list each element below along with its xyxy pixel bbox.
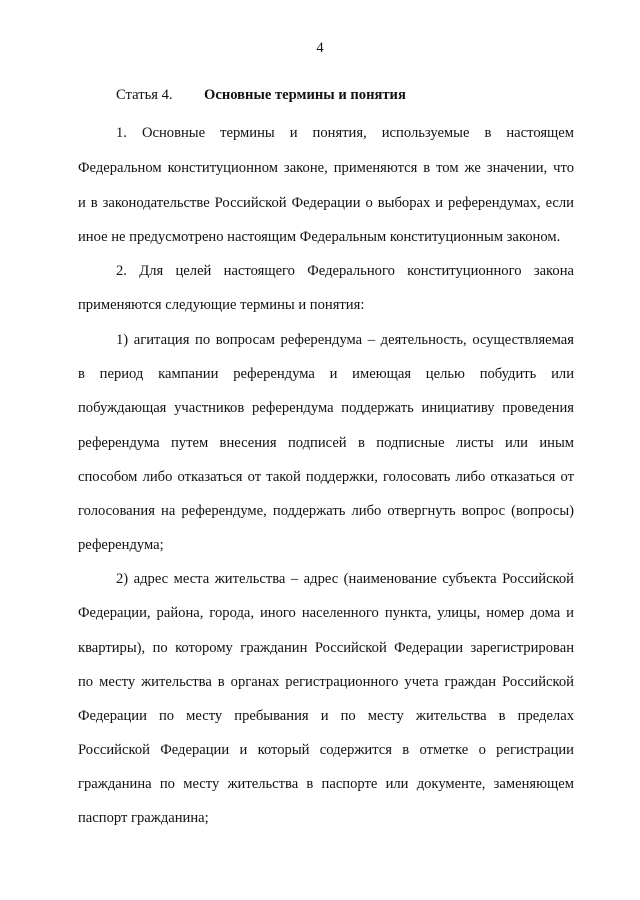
page-number: 4 <box>316 40 324 56</box>
text-line: референдума путем внесения подписей в подписные листы или иным <box>78 435 574 451</box>
text-line: квартиры), по которому гражданин Российской Федерации зарегистрирован <box>78 640 574 656</box>
article-label: Статья 4. <box>116 87 173 103</box>
text-line: 2) адрес места жительства – адрес (наименование субъекта Российской <box>116 571 574 587</box>
article-title: Основные термины и понятия <box>204 87 406 103</box>
text-line: способом либо отказаться от такой поддержки, голосовать либо отказаться от <box>78 469 574 485</box>
text-line: 2. Для целей настоящего Федерального конституционного закона <box>116 263 574 279</box>
text-line: 1) агитация по вопросам референдума – деятельность, осуществляемая <box>116 332 574 348</box>
text-line: Федерации, района, города, иного населенного пункта, улицы, номер дома и <box>78 605 574 621</box>
text-line: в период кампании референдума и имеющая целью побудить или <box>78 366 574 382</box>
text-line: Федерации по месту пребывания и по месту жительства в пределах <box>78 708 574 724</box>
text-line: 1. Основные термины и понятия, используемые в настоящем <box>116 125 574 141</box>
text-line: иное не предусмотрено настоящим Федеральным конституционным законом. <box>78 229 561 245</box>
text-line: голосования на референдуме, поддержать либо отвергнуть вопрос (вопросы) <box>78 503 574 519</box>
text-line: побуждающая участников референдума поддержать инициативу проведения <box>78 400 574 416</box>
text-line: паспорт гражданина; <box>78 810 209 826</box>
text-line: Российской Федерации и который содержится в отметке о регистрации <box>78 742 574 758</box>
text-line: Федеральном конституционном законе, применяются в том же значении, что <box>78 160 574 176</box>
text-line: гражданина по месту жительства в паспорте или документе, заменяющем <box>78 776 574 792</box>
article-heading <box>116 85 406 105</box>
text-line: применяются следующие термины и понятия: <box>78 297 365 313</box>
text-line: референдума; <box>78 537 164 553</box>
text-line: по месту жительства в органах регистрационного учета граждан Российской <box>78 674 574 690</box>
text-line: и в законодательстве Российской Федерации о выборах и референдумах, если <box>78 195 574 211</box>
